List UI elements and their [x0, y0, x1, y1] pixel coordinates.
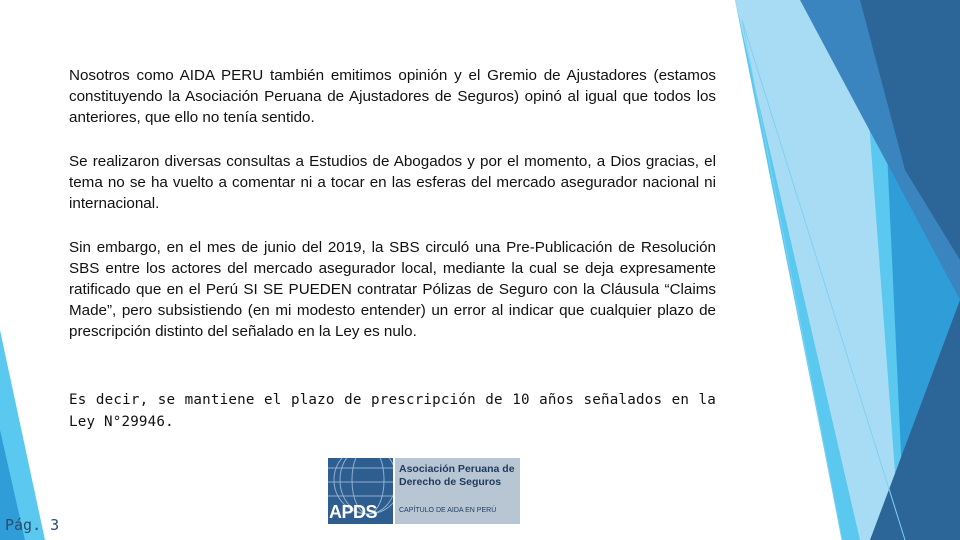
page-number: Pág. 3	[5, 516, 60, 534]
paragraph-3: Sin embargo, en el mes de junio del 2019, la SBS circuló una Pre-Publicación de Resolución SBS entre los actores del mercado asegurador local, mediante la cual se deja expresamente ratificado que en el Perú SI SE PUEDEN contratar Pólizas de Seguro con la Cláusula “Claims Made”, pero subsistiendo (en mi modesto entender) un error al indicar que cualquier plazo de prescripción distinto del señalado en la Ley es nulo.	[69, 239, 716, 340]
paragraph-4: Es decir, se mantiene el plazo de prescripción de 10 años señalados en la Ley N°29946.	[69, 392, 716, 430]
logo-text-box	[395, 458, 520, 524]
logo-acronym: APDS	[329, 502, 378, 522]
apds-logo	[328, 458, 520, 524]
paragraph-2: Se realizaron diversas consultas a Estudios de Abogados y por el momento, a Dios gracias, el tema no se ha vuelto a comentar ni a tocar en las esferas del mercado asegurador nacional ni internacional.	[69, 153, 716, 212]
globe-icon	[328, 458, 393, 524]
paragraph-1: Nosotros como AIDA PERU también emitimos opinión y el Gremio de Ajustadores (estamos constituyendo la Asociación Peruana de Ajustadores de Seguros) opinó al igual que todos los anteriores, que ello no tenía sentido.	[69, 67, 716, 126]
logo-name-line2: Derecho de Seguros	[399, 476, 502, 488]
logo-chapter: CAPÍTULO DE AIDA EN PERÚ	[399, 507, 497, 514]
logo-name-line1: Asociación Peruana de	[399, 463, 515, 475]
